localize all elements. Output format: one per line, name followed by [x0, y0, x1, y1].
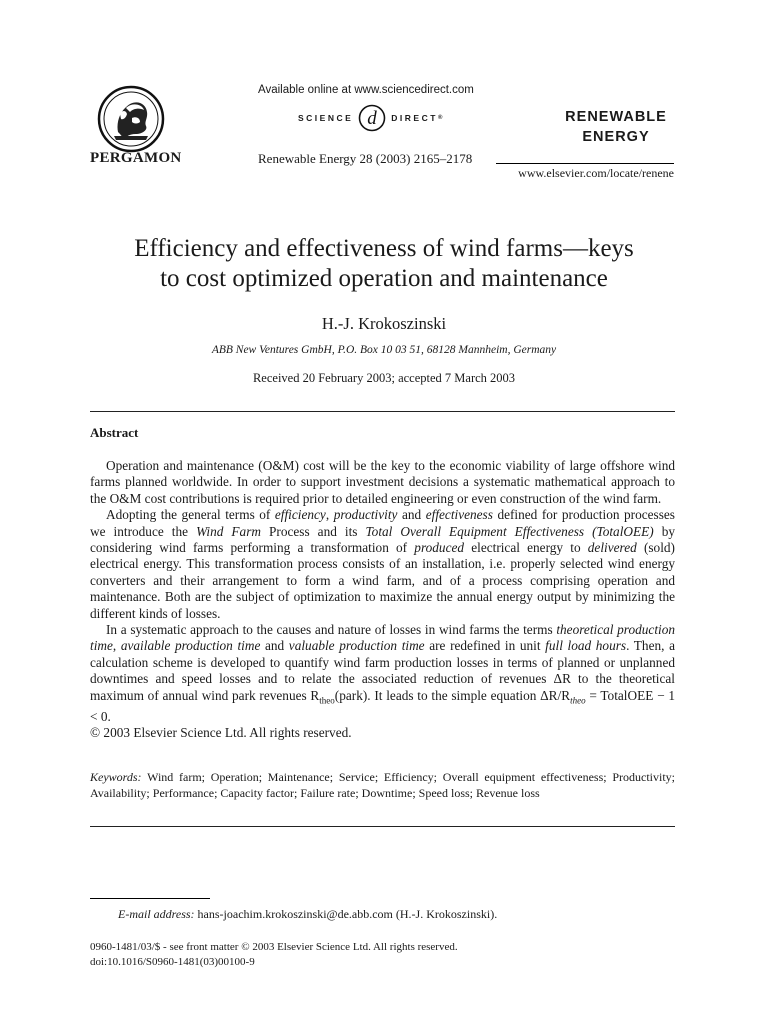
abstract-paragraph-1: Operation and maintenance (O&M) cost will be the key to the economic viability of large offshore wind farms planned worldwide. In order to support investment decisions a systematic mathematical approach to the O&M cost contributions is required prior to detailed engineering or even construction of the wind farm. — [90, 458, 675, 506]
abstract-top-rule — [90, 411, 675, 412]
publisher-logo — [96, 84, 166, 154]
keywords — [90, 770, 675, 801]
sciencedirect-right-word: DIRECT — [391, 113, 438, 123]
article-title — [60, 234, 708, 294]
issn-line: 0960-1481/03/$ - see front matter © 2003 Elsevier Science Ltd. All rights reserved. — [90, 941, 458, 953]
email-label: E-mail address: — [118, 907, 195, 921]
journal-title-line2: ENERGY — [582, 129, 650, 145]
abstract-paragraph-3: In a systematic approach to the causes and nature of losses in wind farms the terms theoretical production time, available production time and valuable production time are redefined in unit full load hours. Then, a calculation scheme is developed to quantify wind farm production losses in terms of planned or unplanned downtimes and speed losses and to relate the associated reduction of revenues ΔR to the theoretical maximum of annual wind park revenues $R_{theo}(park)$. It leads to the simple equation $\Delta R/R_{theo}$ = TotalOEE − 1 < 0. — [90, 622, 675, 724]
doi-link[interactable]: doi:10.1016/S0960-1481(03)00100-9 — [90, 956, 255, 968]
journal-citation: Renewable Energy 28 (2003) 2165–2178 — [258, 151, 473, 166]
email-footnote — [118, 907, 497, 922]
keywords-list: Wind farm; Operation; Maintenance; Service; Efficiency; Overall equipment effectiveness; Productivity; Availability; Performance; Capacity factor; Failure rate; Downtime; Speed loss; Revenue loss — [90, 770, 675, 800]
article-title-line1: Efficiency and effectiveness of wind farms—keys — [134, 235, 634, 262]
registered-mark: ® — [437, 115, 443, 121]
svg-text:d: d — [367, 108, 378, 129]
journal-title — [556, 107, 676, 147]
sciencedirect-at-icon — [357, 103, 387, 133]
author-name: H.-J. Krokoszinski — [321, 314, 447, 333]
keywords-bottom-rule — [90, 826, 675, 827]
email-address-link[interactable]: hans-joachim.krokoszinski@de.abb.com (H.-J. Krokoszinski). — [197, 907, 498, 921]
publisher-name: PERGAMON — [90, 150, 182, 166]
keywords-label: Keywords: — [90, 770, 142, 784]
copyright-notice: © 2003 Elsevier Science Ltd. All rights reserved. — [90, 725, 352, 741]
received-dates: Received 20 February 2003; accepted 7 March 2003 — [252, 371, 516, 385]
sciencedirect-logo — [298, 103, 442, 133]
abstract-paragraph-2: Adopting the general terms of efficiency, productivity and effectiveness defined for production processes we introduce the Wind Farm Process and its Total Overall Equipment Effectiveness (TotalOEE) by considering wind farms performing a transformation of produced electrical energy to delivered (sold) electrical energy. This transformation process consists of an installation, i.e. properly selected wind energy converters and their arrangement to form a wind farm, and of a process comprising operation and maintenance. Both are the subject of optimization to maximize the annual energy output by minimizing the different kinds of losses. — [90, 507, 676, 621]
journal-title-line1: RENEWABLE — [565, 109, 667, 125]
sciencedirect-left-word: SCIENCE — [298, 113, 354, 123]
header-rule — [496, 163, 674, 164]
abstract-body — [90, 458, 675, 742]
abstract-heading: Abstract — [90, 425, 139, 440]
article-title-line2: to cost optimized operation and maintenance — [160, 265, 608, 292]
pergamon-emblem-icon — [96, 84, 166, 154]
available-online-text: Available online at www.sciencedirect.com — [258, 84, 474, 96]
author-affiliation: ABB New Ventures GmbH, P.O. Box 10 03 51, 68128 Mannheim, Germany — [211, 344, 557, 356]
journal-url-link[interactable]: www.elsevier.com/locate/renene — [518, 166, 674, 180]
footnote-rule — [90, 898, 210, 899]
